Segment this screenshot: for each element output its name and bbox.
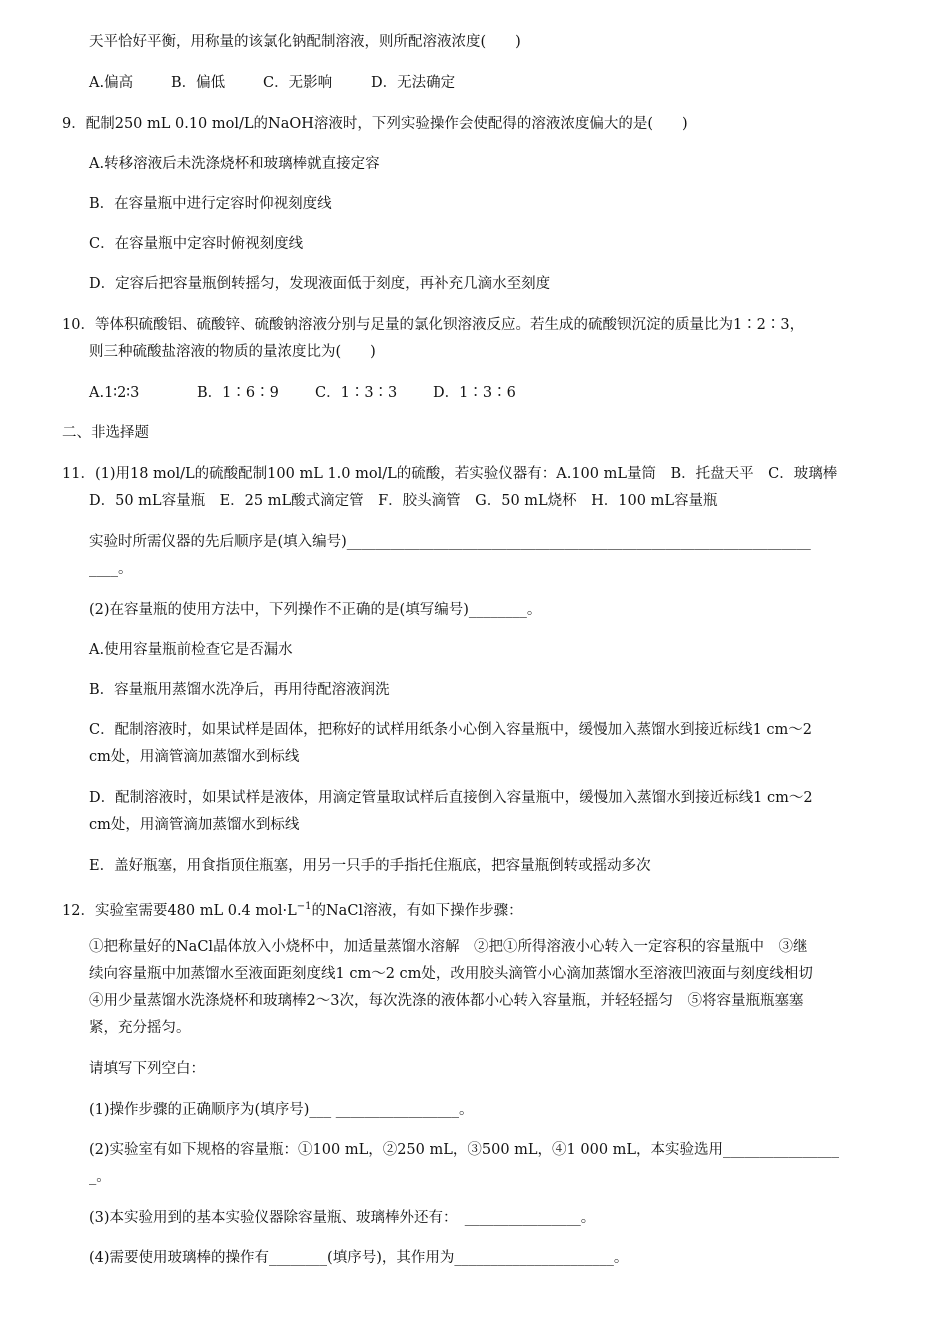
q12-part1: (1)操作步骤的正确顺序为(填序号)___ _________________。 (89, 1102, 474, 1118)
q12-steps-line4: 紧，充分摇匀。 (89, 1020, 191, 1036)
q8-continuation: 天平恰好平衡，用称量的该氯化钠配制溶液，则所配溶液浓度( ) (89, 34, 521, 50)
q11-stem-line1: 11．(1)用18 mol/L的硫酸配制100 mL 1.0 mol/L的硫酸，若实验仪器有：A.100 mL量筒 B．托盘天平 C．玻璃棒 (62, 466, 838, 482)
q12-steps-line2: 续向容量瓶中加蒸馏水至液面距刻度线1 cm～2 cm处，改用胶头滴管小心滴加蒸馏水至溶液凹液面与刻度线相切 (89, 966, 813, 982)
q12-stem-superscript: −1 (296, 901, 312, 912)
q10-option-a: A.1∶2∶3 (89, 385, 140, 401)
q11-option-c-line2: cm处，用滴管滴加蒸馏水到标线 (89, 749, 300, 765)
q11-option-b: B．容量瓶用蒸馏水洗净后，再用待配溶液润洗 (89, 682, 390, 698)
q10-option-d: D．1∶3∶6 (433, 385, 516, 401)
q11-order-line2: ____。 (89, 561, 133, 577)
q11-option-a: A.使用容量瓶前检查它是否漏水 (89, 642, 293, 658)
q12-part4: (4)需要使用玻璃棒的操作有________(填序号)，其作用为______________________。 (89, 1250, 629, 1266)
q10-option-b: B．1∶6∶9 (197, 385, 279, 401)
q9-option-a: A.转移溶液后未洗涤烧杯和玻璃棒就直接定容 (89, 156, 380, 172)
q11-option-c-line1: C．配制溶液时，如果试样是固体，把称好的试样用纸条小心倒入容量瓶中，缓慢加入蒸馏水到接近标线1 cm～2 (89, 722, 813, 738)
q12-part3: (3)本实验用到的基本实验仪器除容量瓶、玻璃棒外还有： ________________。 (89, 1210, 596, 1226)
q12-steps-line3: ④用少量蒸馏水洗涤烧杯和玻璃棒2～3次，每次洗涤的液体都小心转入容量瓶，并轻轻摇匀 ⑤将容量瓶瓶塞塞 (89, 993, 804, 1009)
q11-part2: (2)在容量瓶的使用方法中，下列操作不正确的是(填写编号)________。 (89, 602, 542, 618)
q9-stem: 9．配制250 mL 0.10 mol/L的NaOH溶液时，下列实验操作会使配得的溶液浓度偏大的是( ) (62, 116, 688, 132)
q10-options (89, 383, 516, 403)
q11-option-e: E．盖好瓶塞，用食指顶住瓶塞，用另一只手的手指托住瓶底，把容量瓶倒转或摇动多次 (89, 858, 651, 874)
q12-fill-instruction: 请填写下列空白： (89, 1061, 205, 1077)
q8-options (89, 73, 455, 93)
section-heading: 二、非选择题 (62, 425, 149, 441)
q12-part2-line1: (2)实验室有如下规格的容量瓶：①100 mL，②250 mL，③500 mL，④1 000 mL，本实验选用________________ (89, 1142, 840, 1158)
q9-option-c: C．在容量瓶中定容时俯视刻度线 (89, 236, 304, 252)
q12-stem (62, 897, 523, 921)
q12-steps-line1: ①把称量好的NaCl晶体放入小烧杯中，加适量蒸馏水溶解 ②把①所得溶液小心转入一定容积的容量瓶中 ③继 (89, 939, 808, 955)
q10-stem-line1: 10．等体积硫酸铝、硫酸锌、硫酸钠溶液分别与足量的氯化钡溶液反应。若生成的硫酸钡沉淀的质量比为1∶2∶3， (62, 317, 805, 333)
q8-option-c: C．无影响 (263, 75, 333, 91)
q8-option-d: D．无法确定 (371, 75, 456, 91)
q11-option-d-line2: cm处，用滴管滴加蒸馏水到标线 (89, 817, 300, 833)
q10-stem-line2: 则三种硫酸盐溶液的物质的量浓度比为( ) (89, 344, 376, 360)
q11-option-d-line1: D．配制溶液时，如果试样是液体，用滴定管量取试样后直接倒入容量瓶中，缓慢加入蒸馏水到接近标线1 cm～2 (89, 790, 813, 806)
q9-option-d: D．定容后把容量瓶倒转摇匀，发现液面低于刻度，再补充几滴水至刻度 (89, 276, 551, 292)
q10-option-c: C．1∶3∶3 (315, 385, 398, 401)
q8-option-a: A.偏高 (89, 75, 134, 91)
q12-stem-part-a: 12．实验室需要480 mL 0.4 mol·L (62, 902, 297, 919)
q11-order-line1: 实验时所需仪器的先后顺序是(填入编号)________________________________________________________________ (89, 534, 811, 550)
q12-part2-line2: _。 (89, 1169, 111, 1185)
q11-stem-line2: D．50 mL容量瓶 E．25 mL酸式滴定管 F．胶头滴管 G．50 mL烧杯 H．100 mL容量瓶 (89, 493, 718, 509)
q12-stem-part-b: 的NaCl溶液，有如下操作步骤： (311, 902, 523, 919)
q8-option-b: B．偏低 (171, 75, 226, 91)
q9-option-b: B．在容量瓶中进行定容时仰视刻度线 (89, 196, 332, 212)
